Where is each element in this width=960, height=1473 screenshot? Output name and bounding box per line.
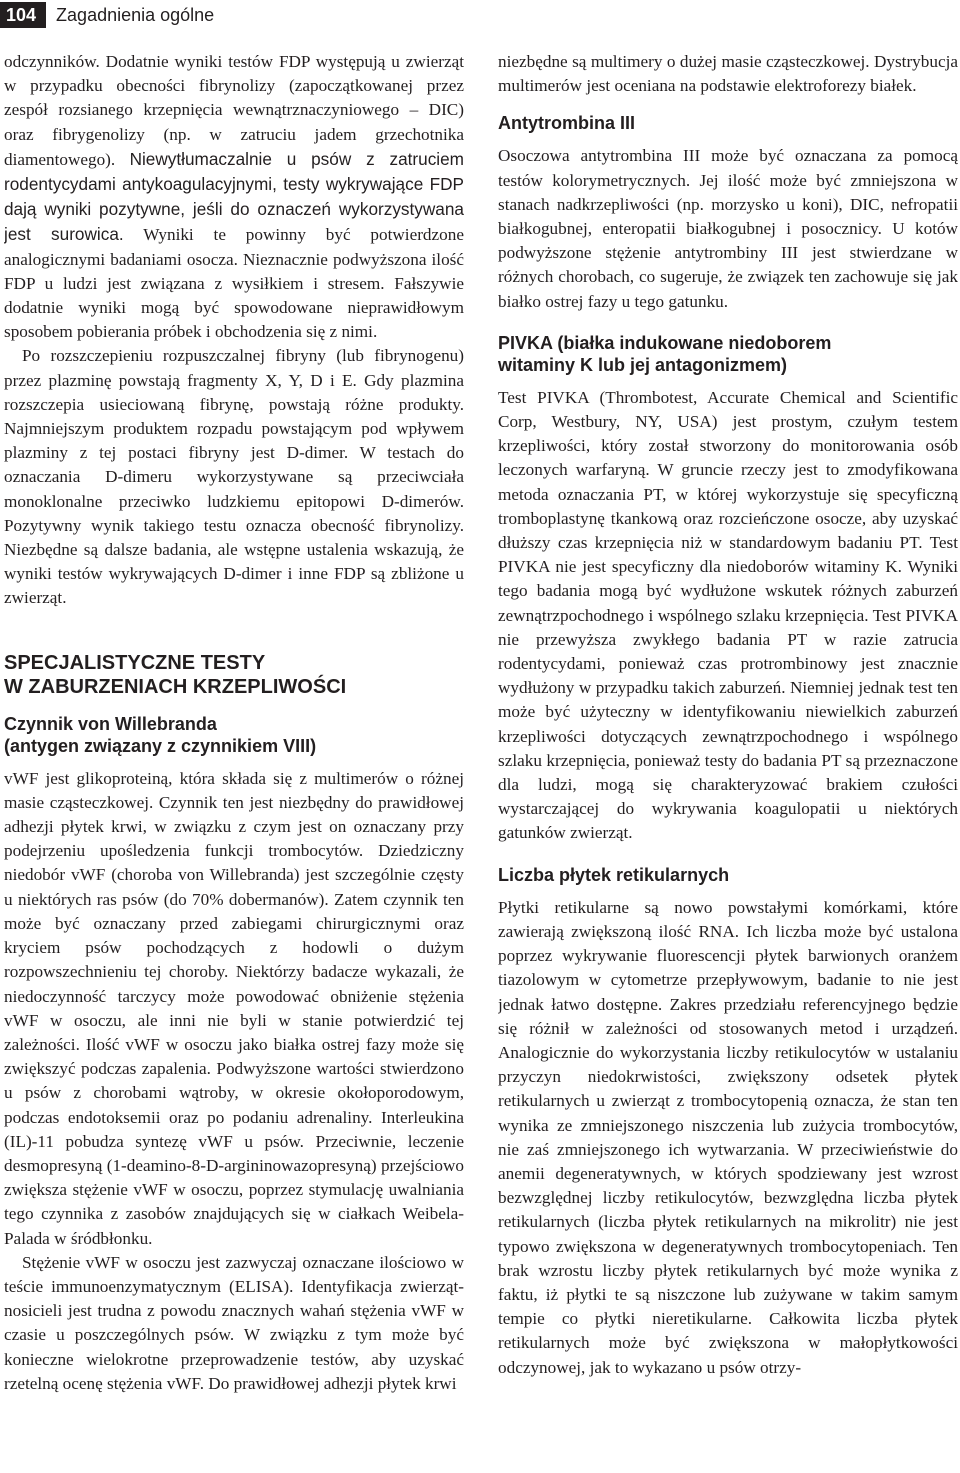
- paragraph-fdp-intro: [4, 50, 464, 344]
- vwf-heading: [4, 713, 464, 757]
- pivka-heading-line-1: PIVKA (białka indukowane niedoborem: [498, 332, 832, 353]
- paragraph-pivka: Test PIVKA (Thrombotest, Accurate Chemical and Scientific Corp, Westbury, NY, USA) jest prostym, czułym testem krzepliwości, który został stworzony do monitorowania osób leczonych warfaryną. W gruncie rzeczy jest to zmodyfikowana metoda oznaczania PT, w której wykorzystuje się specyficzną tromboplastynę tkankową oraz rozcieńczone osocze, aby uzyskać dłuższy czas krzepnięcia niż w standardowym badaniu PT. Test PIVKA nie jest specyficzny dla niedoborów witaminy K. Wyniki tego badania mogą być wydłużone wskutek różnych zaburzeń zewnątrzpochodnego i wspólnego szlaku krzepnięcia. Test PIVKA nie przewyższa zwykłego badania PT w razie zatrucia rodentycydami, ponieważ czas protrombinowy jest znacznie wydłużony w przypadku takich zaburzeń. Niemniej jednak test ten może być użyteczny w identyfikowaniu niewielkich zaburzeń krzepliwości dotyczących zewnątrzpochodnego i wspólnego szlaku krzepnięcia, ponieważ testy do badania PT są przeznaczone dla ludzi, mogą się charakteryzować brakiem czułości wystarczającej do wykrywania koagulopatii u niektórych gatunków zwierząt.: [498, 387, 958, 843]
- section-title: [4, 651, 464, 699]
- left-column: [4, 50, 464, 1465]
- fdp-text-part-2: Niewytłumaczalnie u psów z zatruciem rodentycydami antykoagulacyjnymi, testy wykrywające FDP dają wyniki pozytywne, jeśli do oznaczeń wykorzystywana jest surowica.: [4, 148, 464, 245]
- vwf-heading-line-1: Czynnik von Willebranda: [4, 713, 217, 734]
- fdp-text-part-1: odczynników. Dodatnie wyniki testów FDP występują u zwierząt w przypadku obecności fibrynolizy (zapoczątkowanej przez zespół rozsianego krzepnięcia wewnątrznaczyniowego – DIC) oraz fibrygenolizy (np. w zatruciu jadem grzechotnika diamentowego).: [4, 52, 464, 169]
- fdp-text-part-4: Nieznacznie podwyższona ilość FDP u ludzi jest związana z wysiłkiem i stresem.: [4, 249, 464, 293]
- paragraph-d-dimer: Po rozszczepieniu rozpuszczalnej fibryny (lub fibrynogenu) przez plazminę powstają fragmenty X, Y, D i E. Gdy plazmina rozszczepia usieciowaną fibrynę, powstają różne produkty. Najmniejszym produktem rozpadu powstającym pod wpływem plazminy z tej postaci fibryny jest D-dimer. W testach do oznaczania D-dimeru wykorzystywane są przeciwciała monoklonalne przeciwko ludzkiemu epitopowi D-dimerów. Pozytywny wynik takiego testu oznacza obecność fibrynolizy. Niezbędne są dalsze badania, ale wstępne ustalenia wskazują, że wyniki testów wykrywających D-dimer i inne FDP są zbliżone u zwierząt.: [4, 346, 464, 608]
- pivka-heading: [498, 332, 958, 376]
- section-title-line-2: W ZABURZENIACH KRZEPLIWOŚCI: [4, 675, 347, 698]
- fdp-text-part-3: Wyniki te powinny być potwierdzone analogicznymi badaniami osocza.: [4, 225, 464, 269]
- fdp-text-part-5: Fałszywie dodatnie wyniki mogą być spowodowane nieprawidłowym sposobem pobierania próbek i obchodzenia się z nimi.: [4, 273, 464, 342]
- right-column: [498, 50, 958, 1465]
- running-title: Zagadnienia ogólne: [56, 4, 215, 25]
- paragraph-vwf-testing: Stężenie vWF w osoczu jest zazwyczaj oznaczane ilościowo w teście immunoenzymatycznym (ELISA). Identyfikacja zwierząt-nosicieli jest trudna z powodu znacznych wahań stężenia vWF w czasie u poszczególnych psów. W związku z tym może być konieczne wielokrotne przeprowadzenie testów, aby uzyskać rzetelną ocenę stężenia vWF. Do prawidłowej adhezji płytek krwi: [4, 1252, 464, 1393]
- page-number: 104: [0, 2, 46, 28]
- paragraph-vwf-description: vWF jest glikoproteiną, która składa się z multimerów o różnej masie cząsteczkowej. Czynnik ten jest niezbędny do prawidłowej adhezji płytek krwi, w związku z czym jest on oznaczany przy podejrzeniu upośledzenia funkcji trombocytów. Dziedziczny niedobór vWF (choroba von Willebranda) jest szczególnie częsty u niektórych ras psów (do 70% dobermanów). Zatem czynnik ten może być oznaczany przed zabiegami chirurgicznymi oraz kryciem psów pochodzących z hodowli o dużym rozpowszechnieniu tej choroby. Niektórzy badacze wykazali, że niedoczynność tarczycy może powodować obniżenie stężenia vWF w osoczu, ale inni nie byli w stanie potwierdzić tej zależności. Ilość vWF w osoczu jako białka ostrej fazy może się zwiększyć podczas zapalenia. Podwyższone wartości stwierdzono u psów z chorobami wątroby, w okresie okołoporodowym, podczas endotoksemii oraz po podaniu adrenaliny. Interleukina (IL)-11 pobudza syntezę vWF u psów. Przeciwnie, leczenie desmopresyną (1-deamino-8-D-argininowazopresyną) przejściowo zwiększa stężenie vWF w osoczu, poprzez stymulację uwalniania tego czynnika z zasobów znajdujących się w ciałkach Weibela-Palada w śródbłonku.: [4, 768, 464, 1248]
- vwf-heading-line-2: (antygen związany z czynnikiem VIII): [4, 735, 317, 756]
- paragraph-antithrombin: Osoczowa antytrombina III może być oznaczana za pomocą testów kolorymetrycznych. Jej ilość może być zmniejszona w stanach nadkrzepliwości (np. morzysko u koni), DIC, nefropatii białkogubnej, enteropatii białkogubnej i posocznicy. U kotów podwyższone stężenie antytrombiny III jest stwierdzane w różnych chorobach, co sugeruje, że związek ten zachowuje się jak białko ostrej fazy u tego gatunku.: [498, 146, 958, 311]
- pivka-heading-line-2: witaminy K lub jej antagonizmem): [498, 354, 788, 375]
- antithrombin-heading: Antytrombina III: [498, 113, 636, 134]
- page-header: [0, 0, 214, 36]
- section-title-line-1: SPECJALISTYCZNE TESTY: [4, 651, 266, 674]
- paragraph-multimers: niezbędne są multimery o dużej masie cząsteczkowej. Dystrybucja multimerów jest oceniana na podstawie elektroforezy białek.: [498, 52, 958, 96]
- reticulated-platelets-heading: Liczba płytek retikularnych: [498, 864, 730, 885]
- paragraph-reticulated-platelets: Płytki retikularne są nowo powstałymi komórkami, które zawierają zwiększoną ilość RNA. Ich liczba może być ustalona poprzez wykrywanie fluorescencji płytek barwionych oranżem tiazolowym w cytometrze przepływowym, badanie to nie jest jednak łatwo dostępne. Zakres przedziału referencyjnego będzie się różnił w zależności od stosowanych metod i urządzeń. Analogicznie do wykorzystania liczby retikulocytów w ustalaniu przyczyn niedokrwistości, zwiększony odsetek płytek retikularnych u zwierząt z trombocytopenią oznacza, że stan ten wynika ze zmniejszonego niszczenia lub zużycia trombocytów, nie zaś zmniejszonego ich wytwarzania. W przeciwieństwie do anemii degeneratywnych, w których spodziewany jest wzrost bezwzględnej liczby retikulocytów, bezwzględna liczba płytek retikularnych (liczba płytek retikularnych na mikrolitr) nie jest typowo zwiększona w degeneratywnych trombocytopeniach. Ten brak wzrostu liczby płytek retikularnych być może wynika z faktu, iż płytki te są niszczone lub zużywane w takim samym tempie co płytki nieretikularne. Całkowita liczba płytek retikularnych może być zwiększona w małopłytkowości odczynowej, jak to wykazano u psów otrzy-: [498, 897, 958, 1377]
